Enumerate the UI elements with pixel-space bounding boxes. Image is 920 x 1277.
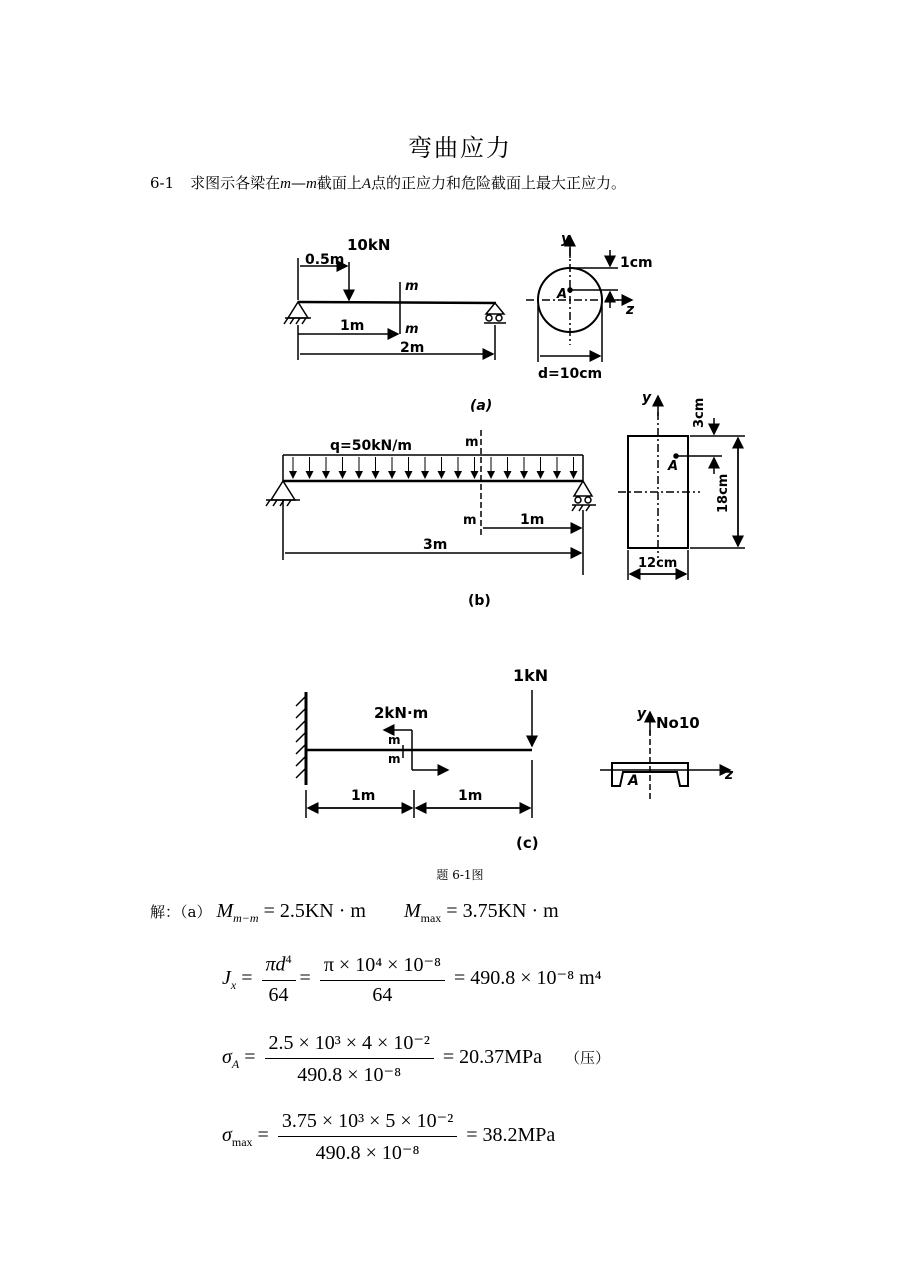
figure-c-point-a: A: [628, 773, 639, 789]
equation-jx: $J_x$ = $\frac{\pi d^4}{64}$ = $\frac{\text{π × 10⁴ × 10⁻⁸}}{64}$ = 490.8 × 10⁻⁸ m⁴: [222, 952, 602, 1006]
figure-c-force: 1kN: [513, 666, 549, 685]
smax-den: 490.8 × 10⁻⁸: [315, 1142, 420, 1164]
problem-text-6: A: [361, 176, 372, 192]
figure-b-dim-point: 3cm: [692, 397, 707, 428]
eq1-sub: m−m: [233, 911, 259, 925]
figure-a-axis-z: z: [626, 302, 635, 318]
figure-c-dim-left: 1m: [351, 788, 376, 804]
jx-frac1-den: 64: [268, 983, 289, 1006]
figure-a-section-top: m: [405, 279, 419, 294]
figure-a-axis-y: y: [561, 231, 571, 247]
eq2-rhs: = 3.75KN · m: [446, 900, 559, 922]
figure-b-section-bottom: m: [463, 513, 477, 528]
sa-fraction: [265, 1030, 434, 1087]
sa-lhs: σ: [222, 1046, 232, 1069]
jx-frac1-num: πd: [265, 953, 286, 976]
figure-a-dim-section: 1m: [340, 318, 365, 334]
problem-text-4: m: [306, 176, 317, 192]
problem-text-5: 截面上: [316, 174, 362, 192]
figure-a-section-bottom: m: [405, 322, 419, 337]
figure-b-axis-y: y: [642, 390, 652, 406]
figure-c-axis-y: y: [637, 706, 647, 722]
figure-c-section-top: m: [388, 733, 401, 747]
figure-b-point-a: A: [668, 459, 679, 474]
sa-sub: A: [231, 1057, 240, 1072]
figure-b-dim-section: 1m: [520, 512, 545, 528]
sa-den: 490.8 × 10⁻⁸: [297, 1064, 402, 1086]
figure-a-diameter: d=10cm: [538, 366, 603, 382]
eq2-sub: max: [420, 911, 442, 925]
equation-sigma-a: $\sigma_A$ = $\frac{\text{2.5 × 10³ × 4 × 10⁻²}}{\text{490.8 × 10⁻⁸}}$ = 20.37MPa （压）: [222, 1032, 610, 1086]
problem-text-7: 点的正应力和危险截面上最大正应力。: [371, 174, 627, 192]
figure-a-label: (a): [470, 398, 493, 414]
jx-frac2-den: 64: [372, 984, 393, 1006]
problem-text-2: m: [280, 176, 292, 192]
figure-a-dim-span: 2m: [400, 340, 425, 356]
equation-sigma-max: $\sigma_{max}$ = $\frac{\text{3.75 × 10³ × 5 × 10⁻²}}{\text{490.8 × 10⁻⁸}}$ = 38.2MPa: [222, 1110, 556, 1164]
figure-c-dim-right: 1m: [458, 788, 483, 804]
jx-sub: x: [230, 978, 237, 993]
figure-c-moment: 2kN·m: [374, 704, 429, 722]
figure-a-section: [526, 236, 632, 362]
eq2-lhs: M: [403, 900, 421, 922]
smax-sub: max: [231, 1135, 253, 1150]
problem-text-3: —: [291, 174, 307, 192]
jx-fraction-2: [320, 952, 445, 1007]
figure-b-dim-span: 3m: [423, 537, 448, 553]
problem-number: 6-1: [150, 174, 175, 192]
smax-num: 3.75 × 10³ × 5 × 10⁻²: [278, 1108, 457, 1137]
jx-result: = 490.8 × 10⁻⁸ m⁴: [453, 967, 602, 990]
distributed-load-arrows: [293, 457, 574, 478]
figure-b-beam: [266, 430, 596, 575]
figure-b-section-top: m: [465, 435, 479, 450]
jx-frac1-sup: 4: [285, 952, 292, 967]
figure-a-dim-point: 1cm: [620, 255, 653, 271]
figure-b-load-label: q=50kN/m: [330, 438, 412, 454]
figure-b-label: (b): [468, 593, 491, 609]
figure-a-beam: [284, 258, 506, 360]
solution-intro: 解：（a）: [150, 903, 212, 921]
figure-a-point-a: A: [557, 287, 568, 302]
page-title: 弯曲应力: [408, 134, 512, 162]
eq1-lhs: M: [216, 900, 234, 922]
problem-text-1: 求图示各梁在: [190, 174, 281, 192]
figure-b-width: 12cm: [638, 556, 678, 571]
jx-frac2-num: π × 10⁴ × 10⁻⁸: [320, 952, 445, 981]
figure-c-label: (c): [516, 834, 539, 852]
figure-a-dim-load: 0.5m: [305, 252, 345, 268]
sa-note: （压）: [564, 1049, 610, 1068]
jx-fraction-1: [262, 952, 296, 1007]
solution-line-1: [150, 900, 559, 926]
figure-c-section-bottom: m: [388, 752, 401, 766]
eq1-rhs: = 2.5KN · m: [263, 900, 366, 922]
jx-lhs: J: [222, 967, 231, 990]
sa-result: = 20.37MPa: [442, 1046, 542, 1069]
figure-c-channel: No10: [656, 714, 700, 732]
figure-c-axis-z: z: [725, 767, 734, 783]
figure-b-height: 18cm: [716, 473, 731, 513]
smax-result: = 38.2MPa: [466, 1124, 556, 1147]
smax-fraction: [278, 1108, 457, 1165]
figure-caption: 题 6-1图: [436, 868, 484, 882]
figure-a-load-label: 10kN: [347, 236, 391, 254]
smax-lhs: σ: [222, 1124, 232, 1147]
sa-num: 2.5 × 10³ × 4 × 10⁻²: [265, 1030, 434, 1059]
